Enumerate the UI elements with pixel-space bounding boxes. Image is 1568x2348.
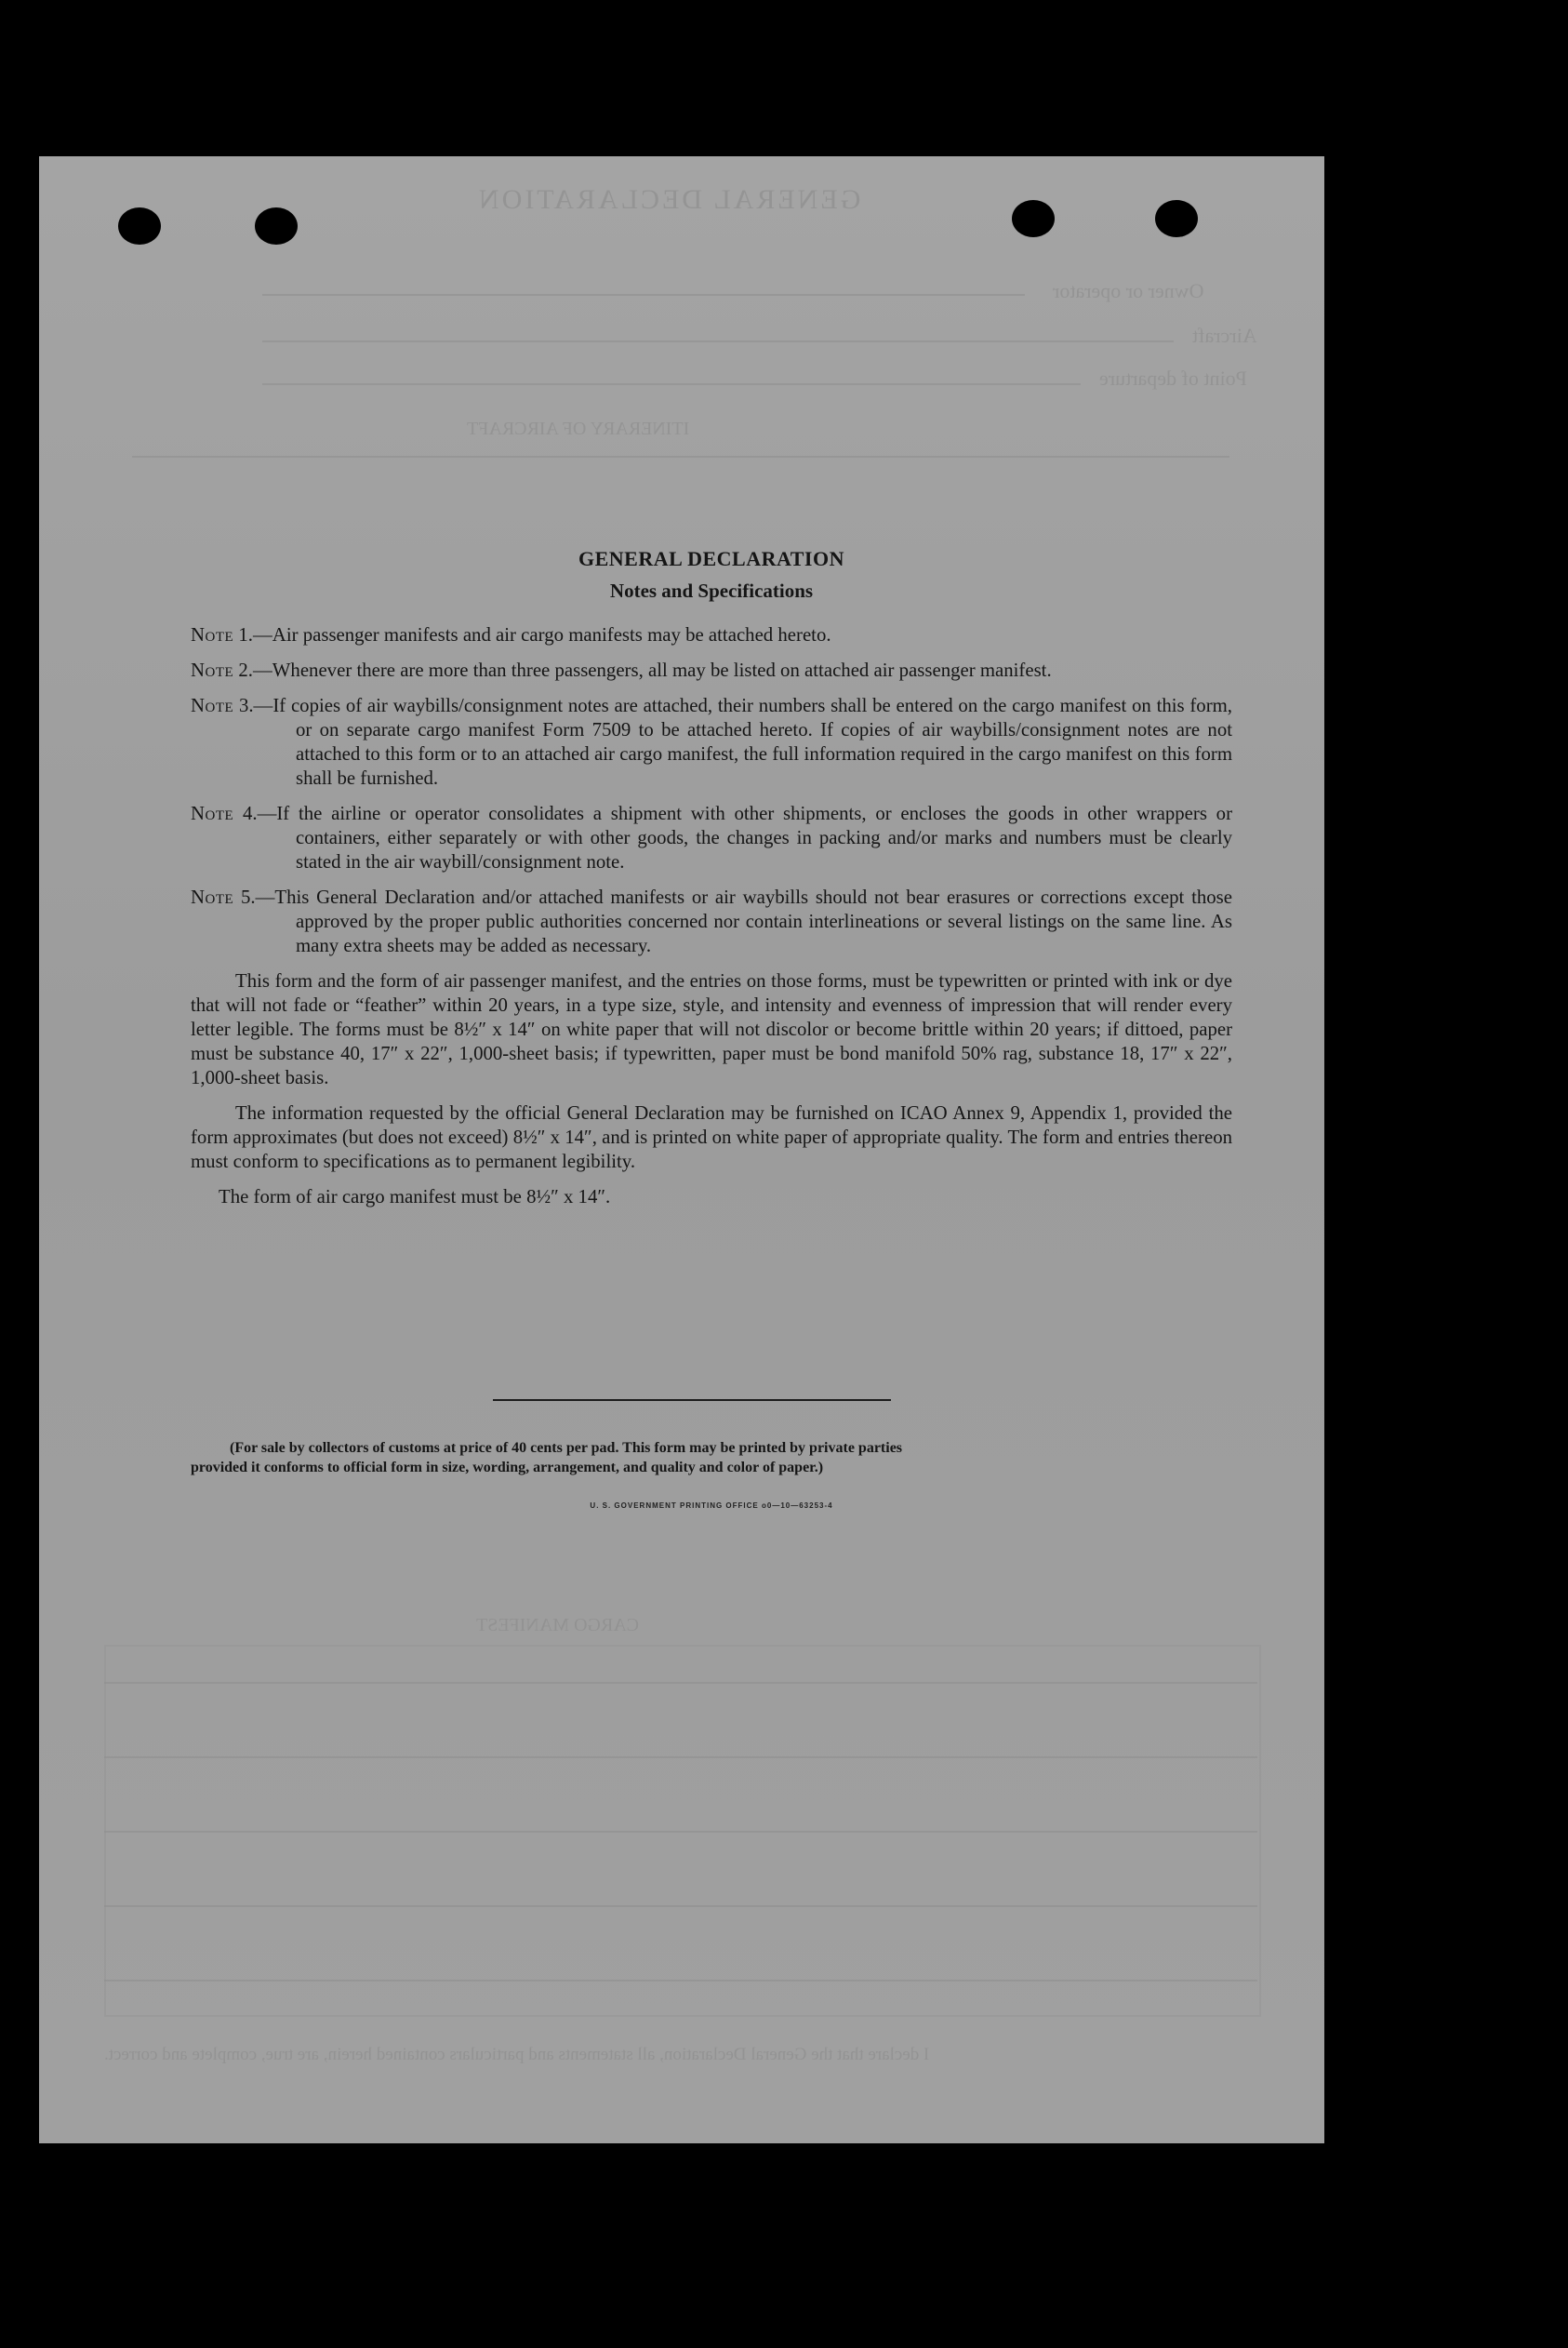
note-label: Note	[191, 624, 234, 646]
note-1	[191, 623, 1232, 647]
note-3	[191, 694, 1232, 791]
divider-rule	[493, 1399, 891, 1401]
bleed-through-header: GENERAL DECLARATION	[476, 184, 861, 215]
bleed-through-rule	[262, 340, 1174, 342]
punch-hole	[255, 207, 298, 245]
page-subtitle: Notes and Specifications	[609, 580, 814, 602]
note-text: —This General Declaration and/or attached manifests or air waybills should not bear erasures or corrections except those approved by the proper public authorities concerned nor contain interlineations or several listings on the same line. As many extra sheets may be added as necessary.	[255, 887, 1232, 956]
punch-hole	[118, 207, 161, 245]
sale-notice	[191, 1438, 1232, 1477]
bleed-through-line: ITINERARY OF AIRCRAFT	[467, 419, 690, 439]
bleed-through-rule	[262, 294, 1025, 296]
bleed-through-line: Aircraft	[1192, 324, 1257, 347]
bleed-through-rule	[104, 1682, 1257, 1684]
note-text: —Air passenger manifests and air cargo manifests may be attached hereto.	[253, 624, 831, 646]
note-label: Note	[191, 803, 234, 824]
bleed-through-rule	[132, 456, 1229, 458]
note-2	[191, 659, 1232, 683]
printer-imprint: U. S. GOVERNMENT PRINTING OFFICE o0—10—63253-4	[590, 1501, 833, 1510]
paragraph-cargo-manifest-size: The form of air cargo manifest must be 8½″ x 14″.	[219, 1186, 611, 1207]
note-label: Note	[191, 887, 234, 908]
bleed-through-line: CARGO MANIFEST	[476, 1615, 640, 1635]
note-label: Note	[191, 660, 234, 681]
bleed-through-rule	[104, 1831, 1257, 1833]
bleed-through-line: I declare that the General Declaration, all statements and particulars contained herein, are true, complete and correct.	[104, 2045, 930, 2064]
bleed-through-rule	[104, 1980, 1257, 1981]
bleed-through-rule	[104, 1756, 1257, 1758]
sale-notice-line: (For sale by collectors of customs at price of 40 cents per pad. This form may be printed by private parties	[230, 1440, 903, 1456]
note-text: —Whenever there are more than three passengers, all may be listed on attached air passenger manifest.	[253, 660, 1052, 681]
page-title: GENERAL DECLARATION	[578, 547, 844, 570]
bleed-through-line: Point of departure	[1099, 367, 1247, 390]
note-text: —If the airline or operator consolidates a shipment with other shipments, or encloses the goods in other wrappers or containers, either separately or with other goods, the changes in packing and/or marks and numbers must be clearly stated in the air waybill/consignment note.	[257, 803, 1233, 873]
bleed-through-rule	[262, 383, 1081, 385]
note-text: —If copies of air waybills/consignment notes are attached, their numbers shall be entered on the cargo manifest on this form, or on separate cargo manifest Form 7509 to be attached hereto. If copies of air waybills/consignment notes are not attached to this form or to an attached air cargo manifest, the full information required in the cargo manifest on this form shall be furnished.	[253, 695, 1232, 789]
note-number: 4.	[242, 803, 258, 824]
punch-hole	[1155, 200, 1198, 237]
note-label: Note	[191, 695, 234, 716]
note-4	[191, 802, 1232, 874]
notes-and-specifications	[191, 547, 1232, 1209]
paragraph-typing-requirements: This form and the form of air passenger manifest, and the entries on those forms, must be typewritten or printed with ink or dye that will not fade or “feather” within 20 years, in a type size, style, and intensity and evenness of impression that will render every letter legible. The forms must be 8½″ x 14″ on white paper that will not discolor or become brittle within 20 years; if dittoed, paper must be substance 40, 17″ x 22″, 1,000-sheet basis; if typewritten, paper must be bond manifold 50% rag, substance 18, 17″ x 22″, 1,000-sheet basis.	[191, 970, 1232, 1088]
bleed-through-rule	[104, 1905, 1257, 1907]
sale-notice-line: provided it conforms to official form in size, wording, arrangement, and quality and color of paper.)	[191, 1460, 824, 1475]
paragraph-icao-annex: The information requested by the official General Declaration may be furnished on ICAO Annex 9, Appendix 1, provided the form approximates (but does not exceed) 8½″ x 14″, and is printed on white paper of appropriate quality. The form and entries thereon must conform to specifications as to permanent legibility.	[191, 1102, 1232, 1172]
note-5	[191, 886, 1232, 958]
document-page	[39, 156, 1324, 2143]
bleed-through-line: Owner or operator	[1053, 279, 1204, 302]
note-number: 5.	[240, 887, 256, 908]
note-number: 2.	[238, 660, 253, 681]
note-number: 1.	[238, 624, 253, 646]
punch-hole	[1012, 200, 1055, 237]
note-number: 3.	[238, 695, 254, 716]
